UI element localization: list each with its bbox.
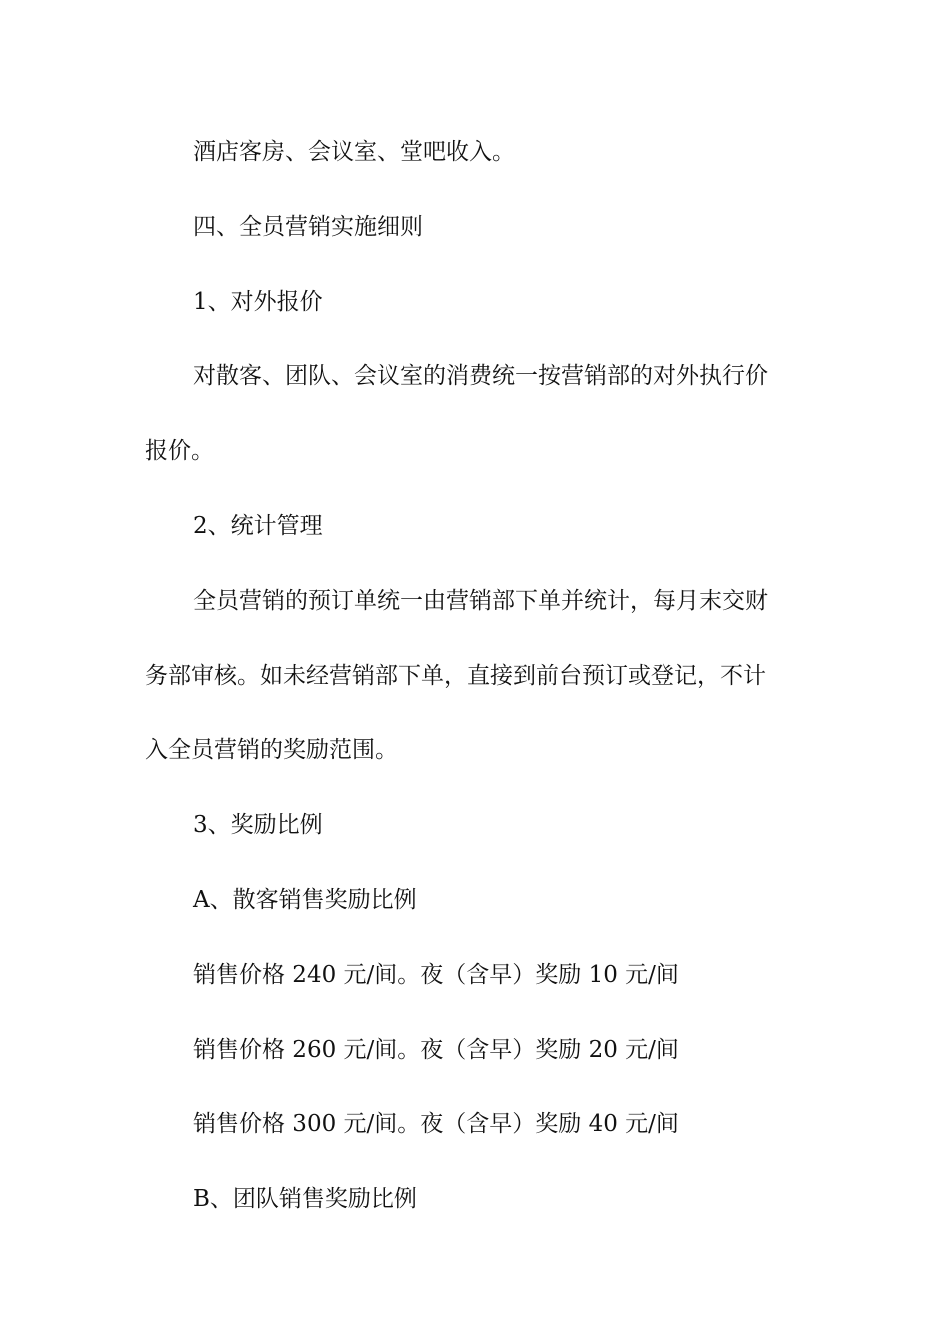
subsection-heading: 3、奖励比例: [193, 812, 323, 839]
paragraph-line: 全员营销的预订单统一由营销部下单并统计，每月末交财: [193, 587, 768, 614]
paragraph-line: 酒店客房、会议室、堂吧收入。: [193, 139, 515, 165]
list-heading: A、散客销售奖励比例: [193, 886, 417, 913]
paragraph-line: 报价。: [145, 438, 214, 465]
paragraph-line: 入全员营销的奖励范围。: [145, 737, 398, 764]
subsection-heading: 1、对外报价: [193, 288, 323, 315]
paragraph-line: 对散客、团队、会议室的消费统一按营销部的对外执行价: [193, 363, 768, 390]
list-item: 销售价格 240 元/间。夜（含早）奖励 10 元/间: [193, 961, 679, 988]
list-item: 销售价格 260 元/间。夜（含早）奖励 20 元/间: [193, 1036, 679, 1063]
list-heading: B、团队销售奖励比例: [193, 1186, 417, 1213]
document-body: [145, 115, 805, 1237]
list-item: 销售价格 300 元/间。夜（含早）奖励 40 元/间: [193, 1111, 679, 1138]
subsection-heading: 2、统计管理: [193, 512, 323, 539]
section-heading: 四、全员营销实施细则: [193, 213, 423, 240]
paragraph-line: 务部审核。如未经营销部下单，直接到前台预订或登记，不计: [145, 662, 766, 689]
